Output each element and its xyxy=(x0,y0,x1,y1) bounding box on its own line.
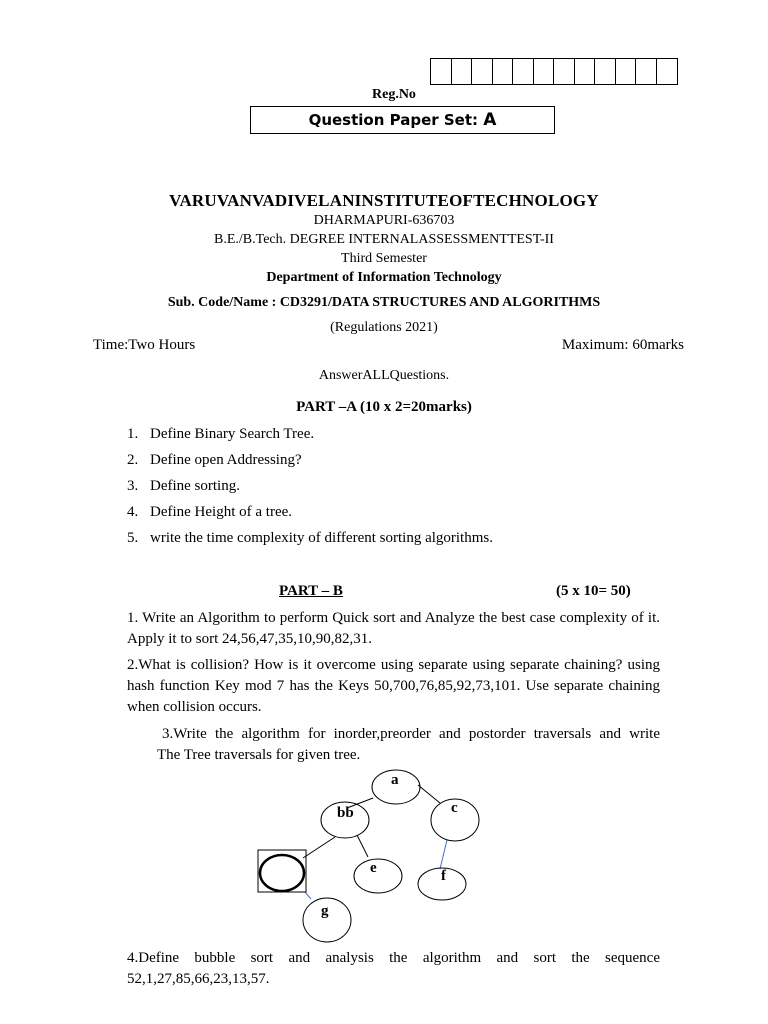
reg-box xyxy=(636,59,657,84)
question-text: Define Binary Search Tree. xyxy=(150,426,315,442)
institution-location: DHARMAPURI-636703 xyxy=(313,213,455,228)
question-number: 3. xyxy=(127,478,139,494)
department: Department of Information Technology xyxy=(266,270,502,285)
question-number: 2. xyxy=(127,452,139,468)
list-item xyxy=(127,450,493,476)
reg-box xyxy=(616,59,637,84)
question-paper-set xyxy=(250,106,555,134)
question-set-label: Question Paper Set: xyxy=(308,111,479,129)
reg-box xyxy=(513,59,534,84)
semester: Third Semester xyxy=(341,251,427,266)
part-b-question-2: 2.What is collision? How is it overcome using separate using separate chaining? using hash function Key mod 7 has the Keys 50,700,76,85,92,73,101. Use separate chaining when collision occurs. xyxy=(127,657,660,715)
reg-box xyxy=(575,59,596,84)
list-item xyxy=(127,476,493,502)
part-b-heading: PART – B xyxy=(279,583,343,599)
tree-edge xyxy=(357,835,368,857)
tree-edge xyxy=(418,785,440,803)
tree-label-f: f xyxy=(441,868,446,884)
part-a-questions xyxy=(127,424,493,554)
institution-name: VARUVANVADIVELANINSTITUTEOFTECHNOLOGY xyxy=(169,191,599,210)
question-text: Define sorting. xyxy=(150,478,240,494)
instruction: AnswerALLQuestions. xyxy=(318,368,450,383)
tree-node-e xyxy=(354,859,402,893)
tree-label-a: a xyxy=(391,772,399,788)
question-text: Define open Addressing? xyxy=(150,452,302,468)
reg-box xyxy=(472,59,493,84)
tree-label-e: e xyxy=(370,860,377,876)
binary-tree-diagram xyxy=(250,768,510,948)
time-allowed: Time:Two Hours xyxy=(93,337,196,353)
reg-box xyxy=(657,59,678,84)
tree-label-g: g xyxy=(321,903,329,919)
tree-label-b: bb xyxy=(337,805,354,821)
part-b-marks: (5 x 10= 50) xyxy=(556,583,631,599)
question-number: 4. xyxy=(127,504,139,520)
tree-node-d xyxy=(260,855,304,891)
part-b-question-3: 3.Write the algorithm for inorder,preorder and postorder traversals and write The Tree traversals for given tree. xyxy=(127,726,660,763)
tree-edge xyxy=(440,840,447,869)
reg-box xyxy=(534,59,555,84)
tree-edge xyxy=(303,837,335,858)
question-text: write the time complexity of different sorting algorithms. xyxy=(150,530,493,546)
part-b-question-4: 4.Define bubble sort and analysis the algorithm and sort the sequence 52,1,27,85,66,23,13,57. xyxy=(127,950,660,987)
regulations: (Regulations 2021) xyxy=(330,320,438,335)
reg-box xyxy=(452,59,473,84)
reg-number-boxes xyxy=(430,58,678,85)
list-item xyxy=(127,424,493,450)
subject: Sub. Code/Name : CD3291/DATA STRUCTURES AND ALGORITHMS xyxy=(167,295,601,310)
list-item xyxy=(127,528,493,554)
part-a-heading: PART –A (10 x 2=20marks) xyxy=(296,399,472,415)
question-number: 1. xyxy=(127,426,139,442)
tree-edge xyxy=(305,892,311,899)
question-set-letter: A xyxy=(483,110,497,130)
reg-box xyxy=(493,59,514,84)
question-text: Define Height of a tree. xyxy=(150,504,293,520)
tree-label-c: c xyxy=(451,800,458,816)
reg-box xyxy=(431,59,452,84)
reg-box xyxy=(595,59,616,84)
maximum-marks: Maximum: 60marks xyxy=(561,337,684,353)
question-number: 5. xyxy=(127,530,139,546)
part-b-question-1: 1. Write an Algorithm to perform Quick sort and Analyze the best case complexity of it. Apply it to sort 24,56,47,35,10,90,82,31. xyxy=(127,610,660,647)
reg-box xyxy=(554,59,575,84)
exam-title: B.E./B.Tech. DEGREE INTERNALASSESSMENTTEST-II xyxy=(214,232,554,247)
reg-no-label: Reg.No xyxy=(372,87,416,102)
list-item xyxy=(127,502,493,528)
